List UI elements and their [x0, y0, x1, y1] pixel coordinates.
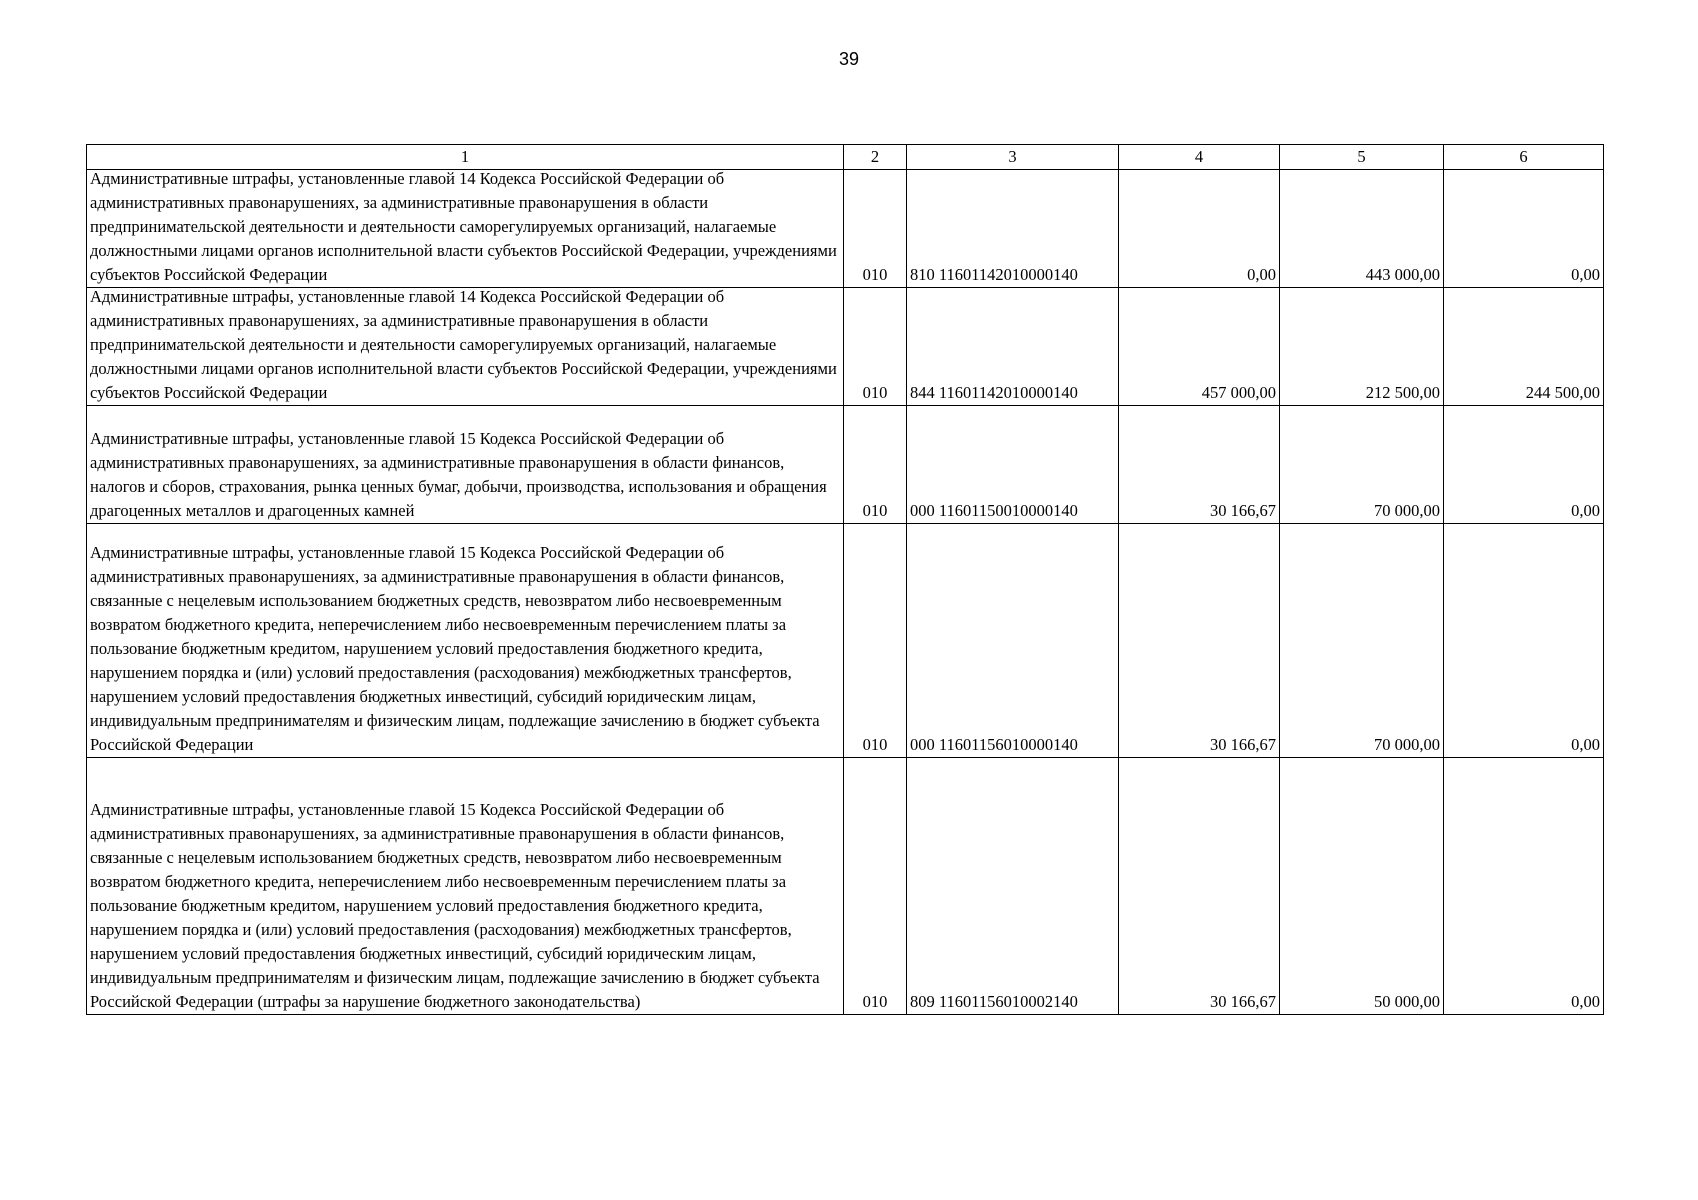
row-name-text: Административные штрафы, установленные главой 15 Кодекса Российской Федерации об административных правонарушениях, за административные правонарушения в области финансов, налогов и сборов, страхования, рынка ценных бумаг, добычи, производства, использования и обращения драгоценных металлов и драгоценных камней	[90, 429, 827, 520]
row-value-4-cell: 30 166,67	[1119, 406, 1280, 524]
row-kbk-cell: 809 11601156010002140	[907, 758, 1119, 1015]
header-cell-5: 5	[1280, 145, 1444, 170]
row-name-text: Административные штрафы, установленные главой 15 Кодекса Российской Федерации об административных правонарушениях, за административные правонарушения в области финансов, связанные с нецелевым использованием бюджетных средств, невозвратом либо несвоевременным возвратом бюджетного кредита, неперечислением либо несвоевременным перечислением платы за пользование бюджетным кредитом, нарушением условий предоставления бюджетного кредита, нарушением порядка и (или) условий предоставления (расходования) межбюджетных трансфертов, нарушением условий предоставления бюджетных инвестиций, субсидий юридическим лицам, индивидуальным предпринимателям и физическим лицам, подлежащие зачислению в бюджет субъекта Российской Федерации	[90, 543, 820, 754]
row-name-text: Административные штрафы, установленные главой 14 Кодекса Российской Федерации об административных правонарушениях, за административные правонарушения в области предпринимательской деятельности и деятельности саморегулируемых организаций, налагаемые должностными лицами органов исполнительной власти субъектов Российской Федерации, учреждениями субъектов Российской Федерации	[90, 288, 837, 402]
table-row	[87, 524, 1604, 758]
row-kbk-cell: 810 11601142010000140	[907, 170, 1119, 288]
row-name-cell	[87, 758, 844, 1015]
row-name-cell	[87, 288, 844, 406]
row-value-5-cell: 443 000,00	[1280, 170, 1444, 288]
budget-revenue-table	[86, 144, 1604, 1015]
header-cell-2: 2	[844, 145, 907, 170]
table-row	[87, 406, 1604, 524]
row-kbk-cell: 000 11601156010000140	[907, 524, 1119, 758]
header-cell-3: 3	[907, 145, 1119, 170]
row-value-6-cell: 0,00	[1444, 170, 1604, 288]
row-name-cell	[87, 170, 844, 288]
row-kbk-cell: 844 11601142010000140	[907, 288, 1119, 406]
header-cell-1: 1	[87, 145, 844, 170]
row-value-5-cell: 50 000,00	[1280, 758, 1444, 1015]
row-value-6-cell: 244 500,00	[1444, 288, 1604, 406]
row-code-cell: 010	[844, 170, 907, 288]
row-value-6-cell: 0,00	[1444, 758, 1604, 1015]
table-row	[87, 758, 1604, 1015]
table-header-row	[87, 145, 1604, 170]
row-name-cell	[87, 406, 844, 524]
row-value-5-cell: 70 000,00	[1280, 524, 1444, 758]
row-code-cell: 010	[844, 758, 907, 1015]
table-row	[87, 288, 1604, 406]
header-cell-6: 6	[1444, 145, 1604, 170]
row-code-cell: 010	[844, 406, 907, 524]
row-value-5-cell: 70 000,00	[1280, 406, 1444, 524]
row-code-cell: 010	[844, 288, 907, 406]
row-value-6-cell: 0,00	[1444, 406, 1604, 524]
table-row	[87, 170, 1604, 288]
row-value-6-cell: 0,00	[1444, 524, 1604, 758]
row-name-text: Административные штрафы, установленные главой 15 Кодекса Российской Федерации об административных правонарушениях, за административные правонарушения в области финансов, связанные с нецелевым использованием бюджетных средств, невозвратом либо несвоевременным возвратом бюджетного кредита, неперечислением либо несвоевременным перечислением платы за пользование бюджетным кредитом, нарушением условий предоставления бюджетного кредита, нарушением порядка и (или) условий предоставления (расходования) межбюджетных трансфертов, нарушением условий предоставления бюджетных инвестиций, субсидий юридическим лицам, индивидуальным предпринимателям и физическим лицам, подлежащие зачислению в бюджет субъекта Российской Федерации (штрафы за нарушение бюджетного законодательства)	[90, 800, 820, 1011]
row-value-4-cell: 30 166,67	[1119, 524, 1280, 758]
page-number: 39	[838, 49, 860, 69]
row-value-4-cell: 457 000,00	[1119, 288, 1280, 406]
row-value-5-cell: 212 500,00	[1280, 288, 1444, 406]
row-value-4-cell: 30 166,67	[1119, 758, 1280, 1015]
row-name-cell	[87, 524, 844, 758]
row-name-text: Административные штрафы, установленные главой 14 Кодекса Российской Федерации об административных правонарушениях, за административные правонарушения в области предпринимательской деятельности и деятельности саморегулируемых организаций, налагаемые должностными лицами органов исполнительной власти субъектов Российской Федерации, учреждениями субъектов Российской Федерации	[90, 170, 837, 284]
row-value-4-cell: 0,00	[1119, 170, 1280, 288]
header-cell-4: 4	[1119, 145, 1280, 170]
row-kbk-cell: 000 11601150010000140	[907, 406, 1119, 524]
row-code-cell: 010	[844, 524, 907, 758]
